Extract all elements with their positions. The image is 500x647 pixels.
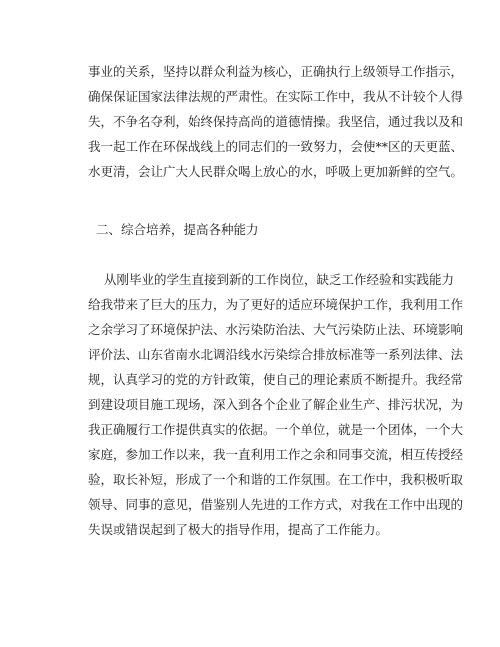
text-line: 确保保证国家法律法规的严肃性。在实际工作中，我从不计较个人得 — [88, 89, 464, 104]
text-line: 验，取长补短，形成了一个和谐的工作氛围。在工作中，我积极听取 — [88, 472, 464, 487]
section-heading: 二、综合培养，提高各种能力 — [96, 222, 259, 237]
text-line: 从刚毕业的学生直接到新的工作岗位，缺乏工作经验和实践能力 — [104, 272, 455, 287]
text-line: 事业的关系，坚持以群众利益为核心，正确执行上级领导工作指示， — [88, 64, 464, 79]
text-line: 给我带来了巨大的压力，为了更好的适应环境保护工作，我利用工作 — [88, 297, 464, 312]
text-line: 之余学习了环境保护法、水污染防治法、大气污染防止法、环境影响 — [88, 322, 464, 337]
text-line: 家庭，参加工作以来，我一直利用工作之余和同事交流，相互传授经 — [88, 447, 464, 462]
text-line: 规，认真学习的党的方针政策，使自己的理论素质不断提升。我经常 — [88, 372, 464, 387]
text-line: 到建设项目施工现场，深入到各个企业了解企业生产、排污状况，为 — [88, 397, 464, 412]
text-line: 失，不争名夺利，始终保持高尚的道德情操。我坚信，通过我以及和 — [88, 114, 464, 129]
text-line: 评价法、山东省南水北调沿线水污染综合排放标准等一系列法律、法 — [88, 347, 464, 362]
text-line: 水更清，会让广大人民群众喝上放心的水，呼吸上更加新鲜的空气。 — [88, 164, 464, 179]
text-line: 领导、同事的意见，借鉴别人先进的工作方式，对我在工作中出现的 — [88, 497, 464, 512]
text-line: 失误或错误起到了极大的指导作用，提高了工作能力。 — [88, 522, 389, 537]
text-line: 我一起工作在环保战线上的同志们的一致努力，会使**区的天更蓝、 — [88, 139, 464, 154]
text-line: 我正确履行工作提供真实的依据。一个单位，就是一个团体，一个大 — [88, 422, 464, 437]
